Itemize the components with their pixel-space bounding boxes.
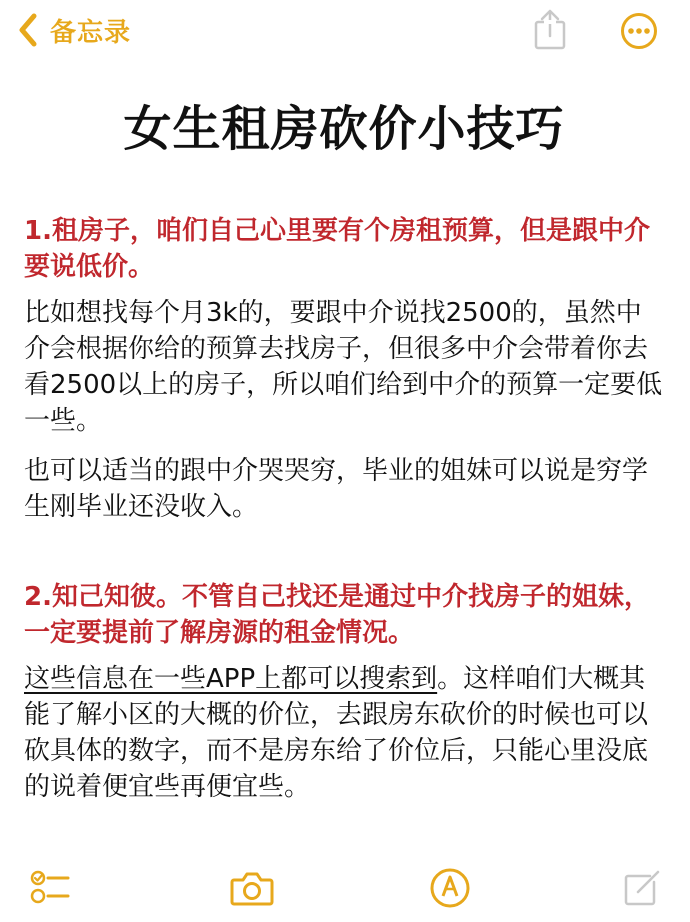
camera-button[interactable] xyxy=(228,866,272,910)
camera-icon xyxy=(228,866,276,910)
checklist-button[interactable] xyxy=(28,866,72,910)
share-icon xyxy=(532,8,568,50)
bottom-toolbar xyxy=(0,860,690,922)
more-options-button[interactable] xyxy=(620,12,658,50)
back-button-label: 备忘录 xyxy=(50,17,132,48)
markup-pen-icon xyxy=(428,866,472,910)
underlined-text: 这些信息在一些APP上都可以搜索到 xyxy=(24,664,438,694)
note-body[interactable] xyxy=(24,80,664,819)
more-icon xyxy=(620,12,658,50)
checklist-icon xyxy=(28,866,72,910)
top-navigation-bar xyxy=(0,0,690,64)
section-spacer xyxy=(24,539,664,579)
section-1-paragraph-2: 也可以适当的跟中介哭哭穷，毕业的姐妹可以说是穷学生刚毕业还没收入。 xyxy=(24,456,649,522)
paragraph-text: 。这样咱们大概其能了解小区的大概的价位，去跟房东砍价的时候也可以砍具体的数字，而不是房东给了价位后，只能心里没底的说着便宜些再便宜些。 xyxy=(24,664,649,802)
note-title: 女生租房砍价小技巧 xyxy=(123,101,565,157)
back-button[interactable] xyxy=(18,10,131,50)
section-1-paragraph-1: 比如想找每个月3k的，要跟中介说找2500的，虽然中介会根据你给的预算去找房子，但很多中介会带着你去看2500以上的房子，所以咱们给到中介的预算一定要低一些。 xyxy=(24,298,663,436)
chevron-left-icon xyxy=(18,13,38,47)
share-button[interactable] xyxy=(532,8,568,50)
markup-button[interactable] xyxy=(428,866,472,910)
compose-icon xyxy=(620,866,664,910)
section-2-paragraph-1 xyxy=(24,661,664,805)
compose-button[interactable] xyxy=(620,866,664,910)
section-2-heading: 2.知己知彼。不管自己找还是通过中介找房子的姐妹，一定要提前了解房源的租金情况。 xyxy=(24,582,650,648)
section-1-heading: 1.租房子，咱们自己心里要有个房租预算，但是跟中介要说低价。 xyxy=(24,216,650,282)
